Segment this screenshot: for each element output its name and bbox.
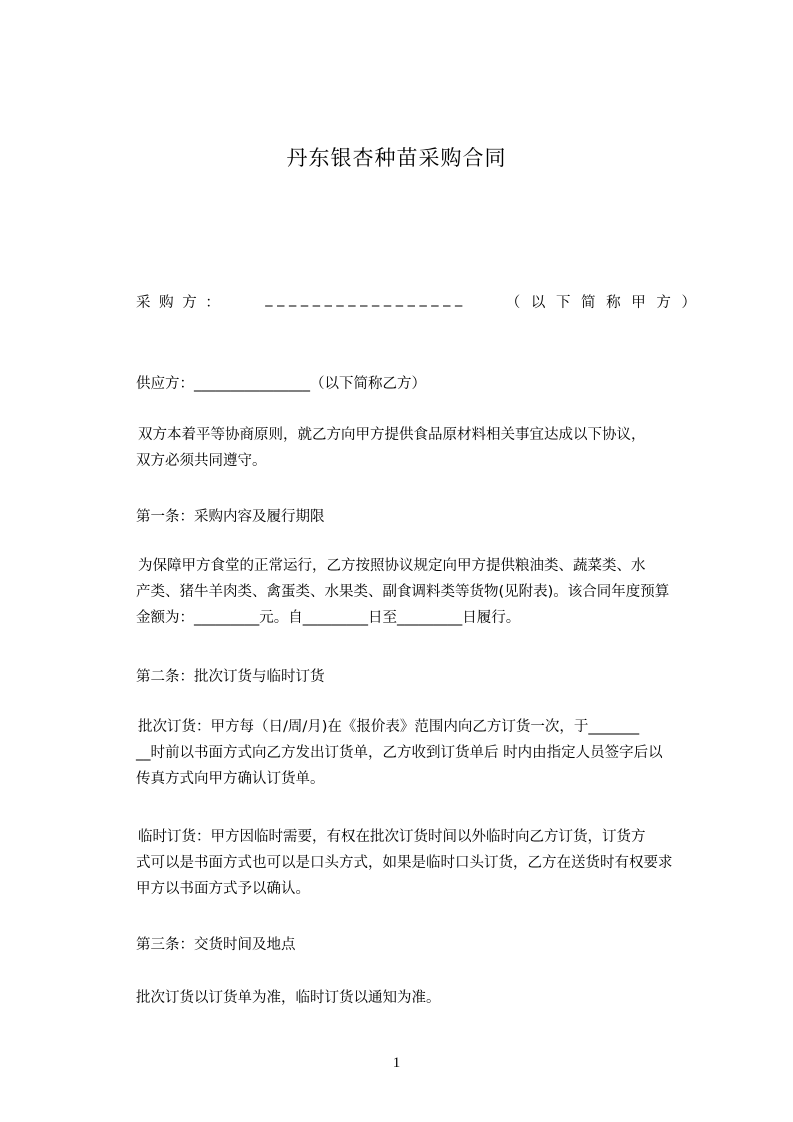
buyer-label: 采 购 方 ： <box>136 295 222 311</box>
temp-line-1: 临时订货：甲方因临时需要，有权在批次订货时间以外临时向乙方订货，订货方 <box>138 829 646 845</box>
temp-line-3: 甲方以书面方式予以确认。 <box>136 881 310 897</box>
article2-temp-paragraph <box>136 824 699 902</box>
intro-line-1: 双方本着平等协商原则，就乙方向甲方提供食品原材料相关事宜达成以下协议， <box>138 427 646 443</box>
temp-line-2: 式可以是书面方式也可以是口头方式，如果是临时口头订货，乙方在送货时有权要求 <box>136 855 673 871</box>
article1-paragraph <box>136 553 699 631</box>
intro-paragraph <box>136 422 699 474</box>
buyer-line <box>136 291 699 312</box>
intro-line-2: 双方必须共同遵守。 <box>136 453 267 469</box>
article2-batch-paragraph <box>136 714 699 792</box>
article3-heading: 第三条：交货时间及地点 <box>136 937 296 953</box>
batch-line-2: __时前以书面方式向乙方发出订货单，乙方收到订货单后 时内由指定人员签字后以 <box>136 745 663 761</box>
buyer-note: （ 以 下 简 称 甲 方 ） <box>505 295 699 311</box>
article1-line-2: 产类、猪牛羊肉类、禽蛋类、水果类、副食调料类等货物(见附表)。该合同年度预算 <box>136 584 670 600</box>
article1-line-3: 金额为：_________元。自_________日至_________日履行。 <box>136 610 521 626</box>
batch-line-3: 传真方式向甲方确认订货单。 <box>136 771 325 787</box>
page-number: 1 <box>392 1055 401 1071</box>
buyer-blank: _ _ _ _ _ _ _ _ _ _ _ _ _ _ _ _ _ <box>265 291 463 307</box>
article3-line: 批次订货以订货单为准，临时订货以通知为准。 <box>136 990 441 1006</box>
article2-heading: 第二条：批次订货与临时订货 <box>136 669 325 685</box>
supplier-line: 供应方：________________（以下简称乙方） <box>136 376 426 392</box>
batch-line-1: 批次订货：甲方每（日/周/月)在《报价表》范围内向乙方订货一次，于_______ <box>138 719 640 735</box>
article1-line-1: 为保障甲方食堂的正常运行，乙方按照协议规定向甲方提供粮油类、蔬菜类、水 <box>138 558 646 574</box>
article1-heading: 第一条：采购内容及履行期限 <box>136 509 325 525</box>
document-title: 丹东银杏种苗采购合同 <box>286 146 507 170</box>
